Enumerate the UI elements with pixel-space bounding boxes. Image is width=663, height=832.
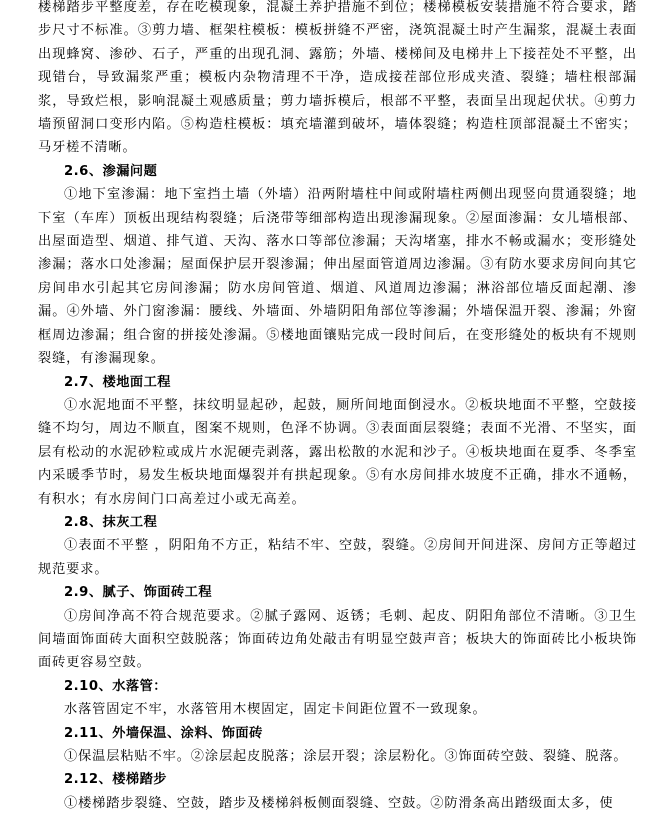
paragraph-putty-tile: ①房间净高不符合规范要求。②腻子露网、返锈；毛刺、起皮、阴阳角部位不清晰。③卫生间墙面饰面砖大面积空鼓脱落；饰面砖边角处敲击有明显空鼓声音；板块大的饰面砖比小板块饰面砖更容易空鼓。: [38, 608, 637, 671]
heading-leakage: 2.6、渗漏问题: [64, 163, 158, 179]
heading-downpipe: 2.10、水落管：: [64, 678, 167, 694]
paragraph-floor: ①水泥地面不平整，抹纹明显起砂，起鼓，厕所间地面倒浸水。②板块地面不平整，空鼓接缝不均匀，周边不顺直，图案不规则，色泽不协调。③表面面层裂缝；表面不光滑、不坚实，面层有松动的水泥砂粒或成片水泥硬壳剥落，露出松散的水泥和沙子。④板块地面在夏季、冬季室内采暖季节时，易发生板块地面爆裂并有拱起现象。⑤有水房间排水坡度不正确，排水不通畅，有积水；有水房间门口高差过小或无高差。: [38, 397, 637, 507]
heading-putty-tile: 2.9、腻子、饰面砖工程: [64, 585, 213, 601]
paragraph-plaster: ①表面不平整 ，阴阳角不方正，粘结不牢、空鼓，裂缝。②房间开间进深、房间方正等超过规范要求。: [38, 538, 637, 577]
paragraph-stair-steps: ①楼梯踏步裂缝、空鼓，踏步及楼梯斜板侧面裂缝、空鼓。②防滑条高出踏级面太多，使: [64, 795, 614, 811]
paragraph-downpipe: 水落管固定不牢，水落管用木楔固定，固定卡间距位置不一致现象。: [64, 702, 487, 718]
heading-exterior-wall: 2.11、外墙保温、涂料、饰面砖: [64, 725, 263, 741]
paragraph-exterior-wall: ①保温层粘贴不牢。②涂层起皮脱落；涂层开裂；涂层粉化。③饰面砖空鼓、裂缝、脱落。: [64, 749, 628, 764]
paragraph-leakage: ①地下室渗漏：地下室挡土墙（外墙）沿两附墙柱中间或附墙柱两侧出现竖向贯通裂缝；地下室（车库）顶板出现结构裂缝；后浇带等细部构造出现渗漏现象。②屋面渗漏：女儿墙根部、出屋面造型、烟道、排气道、天沟、落水口等部位渗漏；天沟堵塞，排水不畅或漏水；变形缝处渗漏；落水口处渗漏；屋面保护层开裂渗漏；伸出屋面管道周边渗漏。③有防水要求房间向其它房间串水引起其它房间渗漏；防水房间管道、烟道、风道周边渗漏；淋浴部位墙反面起潮、渗漏。④外墙、外门窗渗漏：腰线、外墙面、外墙阴阳角部位等渗漏；外墙保温开裂、渗漏；外窗框周边渗漏；组合窗的拼接处渗漏。⑤楼地面镶贴完成一段时间后，在变形缝处的板块有不规则裂缝，有渗漏现象。: [38, 187, 637, 367]
heading-plaster: 2.8、抹灰工程: [64, 514, 158, 530]
heading-floor: 2.7、楼地面工程: [64, 374, 171, 390]
paragraph-formwork: 楼梯踏步平整度差，存在吃模现象，混凝土养护措施不到位；楼梯模板安装措施不符合要求，踏步尺寸不标准。③剪力墙、框架柱模板：模板拼缝不严密，浇筑混凝土时产生漏浆，混凝土表面出现蜂窝、渗砂、石子，严重的出现孔洞、露筋；外墙、楼梯间及电梯井上下接茬处不平整，出现错台，导致漏浆严重；模板内杂物清理不干净，造成接茬部位形成夹渣、裂缝；墙柱根部漏浆，导致烂根，影响混凝土观感质量；剪力墙拆模后，根部不平整，表面呈出现起伏状。④剪力墙预留洞口变形内陷。⑤构造柱模板：填充墙灌到破坏，墙体裂缝；构造柱顶部混凝土不密实；马牙槎不清晰。: [38, 0, 637, 156]
heading-stair-steps: 2.12、楼梯踏步: [64, 772, 167, 788]
